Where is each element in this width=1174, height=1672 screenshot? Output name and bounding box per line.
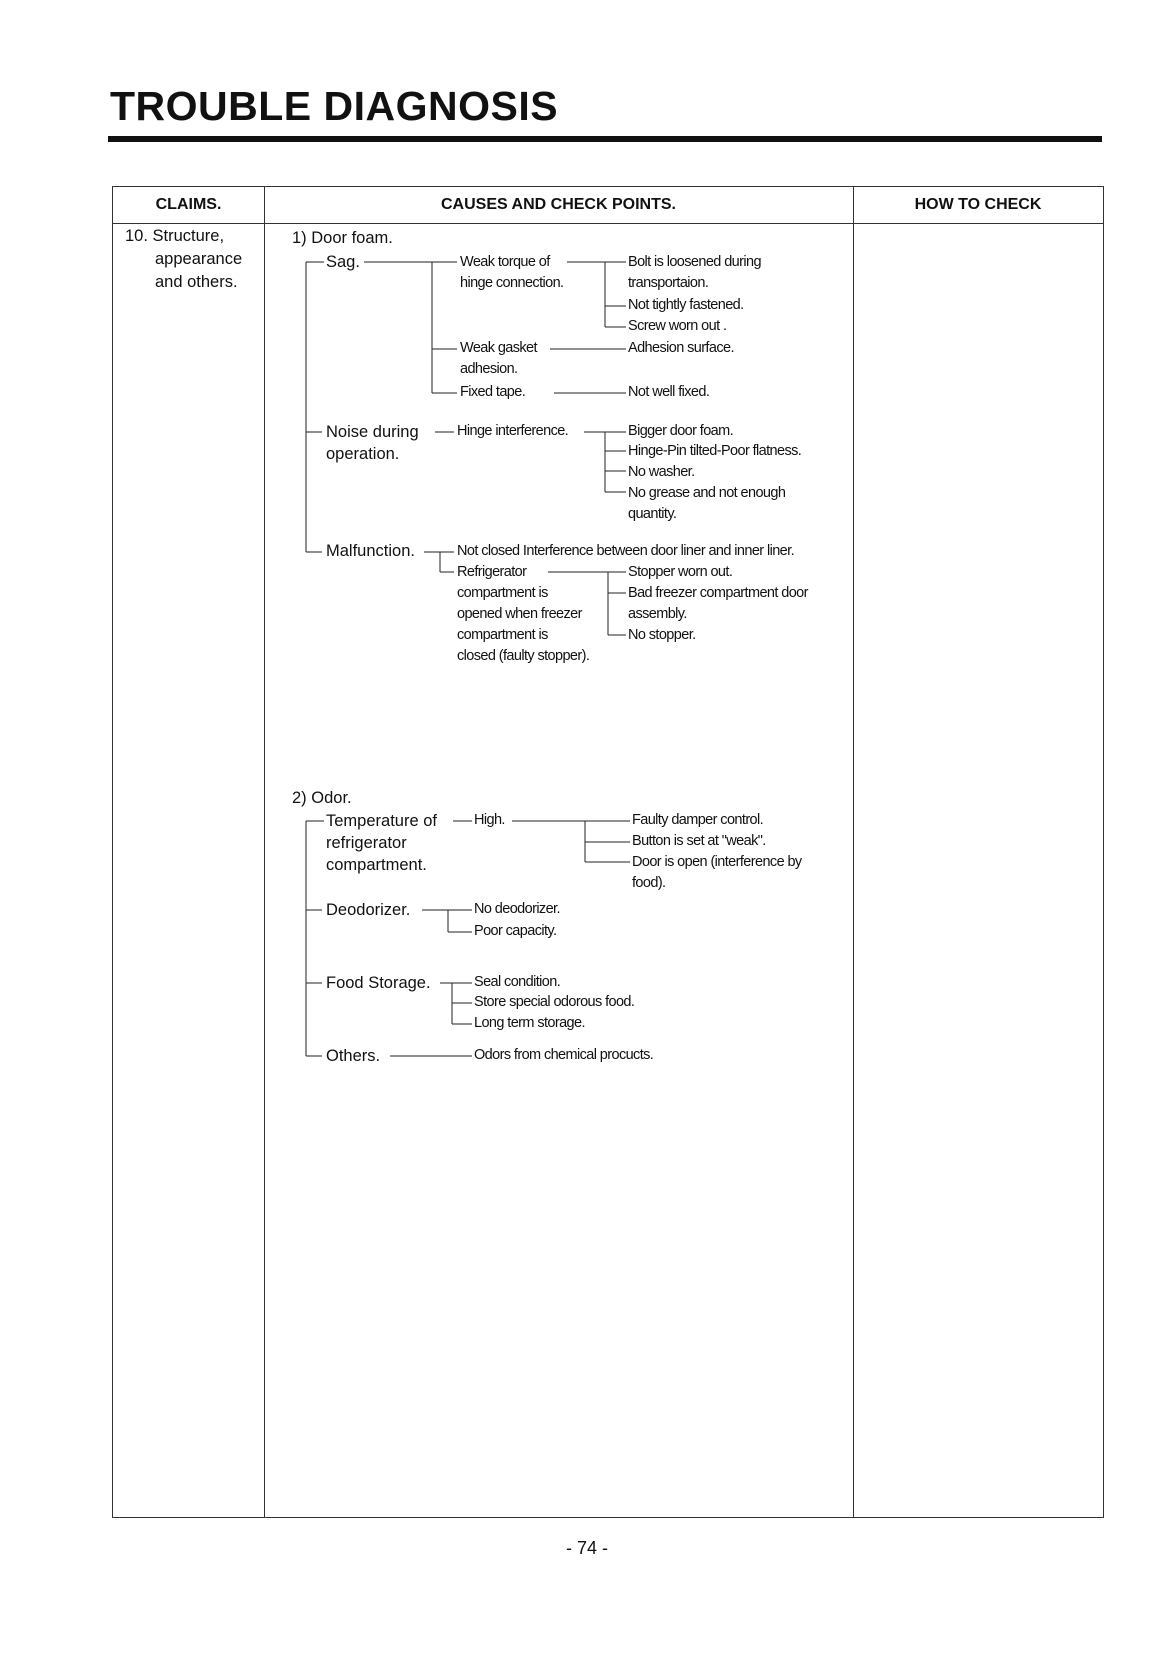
temperature-cause: Door is open (interference by [632,854,802,870]
temperature-cause: Faulty damper control. [632,812,764,828]
claim-number: 10. Structure, [125,227,225,245]
malfunction-label: Malfunction. [326,542,415,560]
temperature-label: compartment. [326,856,427,874]
malfunction-cause: Stopper worn out. [628,564,733,580]
temperature-label: refrigerator [326,834,407,852]
noise-cause: No grease and not enough [628,485,786,501]
gasket-cause: Adhesion surface. [628,340,734,356]
noise-label: Noise during [326,423,419,441]
weak-torque-line: hinge connection. [460,275,564,291]
food-storage-cause: Seal condition. [474,974,561,990]
weak-gasket-line: Weak gasket [460,340,537,356]
not-closed-cause: Not closed Interference between door liner and inner liner. [457,543,794,559]
torque-cause: Bolt is loosened during [628,254,761,270]
temperature-cause: Button is set at "weak". [632,833,766,849]
fixed-tape-label: Fixed tape. [460,384,526,400]
sag-label: Sag. [326,253,360,271]
noise-cause: No washer. [628,464,695,480]
refrigerator-line: opened when freezer [457,606,582,622]
food-storage-cause: Long term storage. [474,1015,585,1031]
torque-cause: transportaion. [628,275,709,291]
hinge-interference: Hinge interference. [457,423,569,439]
refrigerator-line: Refrigerator [457,564,527,580]
high-label: High. [474,812,505,828]
claim-line: appearance [155,250,243,268]
deodorizer-cause: Poor capacity. [474,923,557,939]
page-number: - 74 - [565,1538,608,1558]
malfunction-cause: No stopper. [628,627,696,643]
noise-label: operation. [326,445,400,463]
noise-cause: Bigger door foam. [628,423,734,439]
food-storage-label: Food Storage. [326,974,431,992]
food-storage-cause: Store special odorous food. [474,994,635,1010]
noise-cause: Hinge-Pin tilted-Poor flatness. [628,443,802,459]
torque-cause: Screw worn out . [628,318,727,334]
door-foam-heading: 1) Door foam. [292,229,393,247]
temperature-cause: food). [632,875,666,891]
refrigerator-line: compartment is [457,627,548,643]
deodorizer-label: Deodorizer. [326,901,411,919]
header-claims: CLAIMS. [155,196,222,213]
odor-heading: 2) Odor. [292,789,352,807]
refrigerator-line: compartment is [457,585,548,601]
malfunction-cause: Bad freezer compartment door [628,585,808,601]
malfunction-cause: assembly. [628,606,687,622]
refrigerator-line: closed (faulty stopper). [457,648,590,664]
deodorizer-cause: No deodorizer. [474,901,560,917]
weak-torque-line: Weak torque of [460,254,550,270]
others-cause: Odors from chemical procucts. [474,1047,654,1063]
page-title: TROUBLE DIAGNOSIS [110,83,559,129]
others-label: Others. [326,1047,381,1065]
header-how-to-check: HOW TO CHECK [914,196,1042,213]
fixed-tape-cause: Not well fixed. [628,384,710,400]
header-causes: CAUSES AND CHECK POINTS. [441,196,676,213]
claim-line: and others. [155,273,238,291]
temperature-label: Temperature of [326,812,437,830]
noise-cause: quantity. [628,506,677,522]
torque-cause: Not tightly fastened. [628,297,744,313]
weak-gasket-line: adhesion. [460,361,518,377]
